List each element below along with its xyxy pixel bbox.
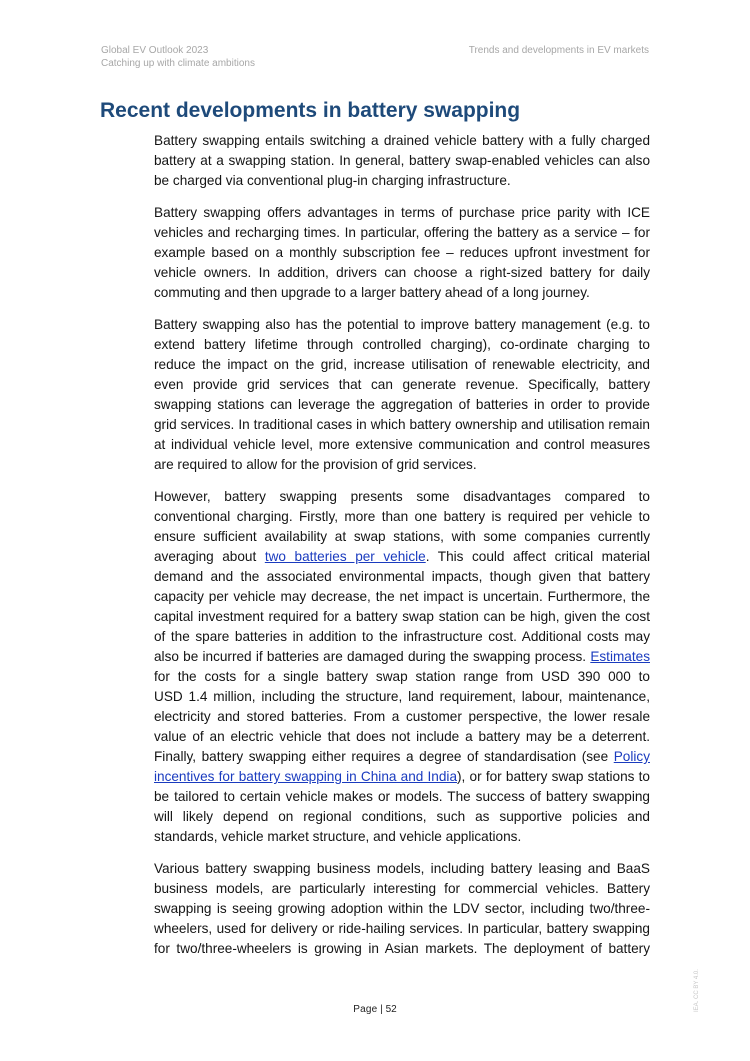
running-header-right: Trends and developments in EV markets bbox=[468, 45, 649, 56]
paragraph-3: Battery swapping also has the potential to improve battery management (e.g. to extend battery lifetime through controlled charging), co-ordinate charging to reduce the impact on the grid, increase utilisation of renewable electricity, and even provide grid services that can generate revenue. Specifically, battery swapping stations can leverage the aggregation of batteries in order to provide grid services. In traditional cases in which battery ownership and utilisation remain at individual vehicle level, more extensive communication and control measures are required to allow for the provision of grid services. bbox=[154, 317, 650, 472]
license-watermark: IEA. CC BY 4.0. bbox=[694, 969, 700, 1012]
paragraph-4-text-5: , including the structure, land requirement, labour, maintenance, electricity and stored batteries. From a customer perspective, the lower resale value of an electric vehicle that does not include a battery may be a deterrent. Finally, battery swapping either requires a degree of standardisation (see bbox=[154, 689, 650, 764]
section-heading: Recent developments in battery swapping bbox=[100, 99, 521, 122]
page-separator: | bbox=[377, 1004, 386, 1015]
page-number-value: 52 bbox=[385, 1004, 397, 1015]
body-text bbox=[154, 131, 650, 971]
two-batteries-link[interactable]: two batteries per vehicle bbox=[264, 549, 426, 564]
cost-high-value: USD 1.4 million bbox=[154, 689, 252, 704]
cost-low-value: USD 390 000 bbox=[541, 669, 631, 684]
paragraph-4-text-1: However, battery swapping presents some disadvantages compared to conventional charging. Firstly, more than one battery is required per vehicle to ensure sufficient availability at swap stations, with some companies currently averaging about bbox=[154, 489, 650, 564]
paragraph-4-text-4: to bbox=[630, 669, 650, 684]
report-subtitle: Catching up with climate ambitions bbox=[101, 58, 255, 69]
paragraph-4-text-3: for the costs for a single battery swap station range from bbox=[154, 669, 542, 684]
page-label: Page bbox=[353, 1004, 378, 1015]
page-number bbox=[0, 1004, 750, 1015]
report-title: Global EV Outlook 2023 bbox=[101, 45, 209, 56]
paragraph-4-text-6: ), or for battery swap stations to be tailored to certain vehicle makes or models. The success of battery swapping will likely depend on regional conditions, such as supportive policies and standards, vehicle market structure, and vehicle applications. bbox=[154, 769, 650, 844]
paragraph-1: Battery swapping entails switching a drained vehicle battery with a fully charged battery at a swapping station. In general, battery swap-enabled vehicles can also be charged via conventional plug-in charging infrastructure. bbox=[154, 133, 650, 188]
policy-incentives-link[interactable]: Policy incentives for battery swapping in China and India bbox=[154, 749, 650, 784]
estimates-link[interactable]: Estimates bbox=[590, 649, 650, 664]
paragraph-5: Various battery swapping business models, including battery leasing and BaaS business models, are particularly interesting for commercial vehicles. Battery swapping is seeing growing adoption within the LDV sector, including two/three-wheelers, used for delivery or ride-hailing services. In particular, battery swapping for two/three-wheelers is growing in Asian markets. The deployment of battery bbox=[154, 861, 650, 956]
paragraph-4 bbox=[154, 487, 650, 847]
paragraph-4-text-2: . This could affect critical material demand and the associated environmental impacts, though given that battery capacity per vehicle may decrease, the net impact is uncertain. Furthermore, the capital investment required for a battery swap station can be high, given the cost of the spare batteries in addition to the infrastructure cost. Additional costs may also be incurred if batteries are damaged during the swapping process. bbox=[154, 549, 650, 664]
running-header-left bbox=[101, 44, 255, 70]
paragraph-2: Battery swapping offers advantages in terms of purchase price parity with ICE vehicles and recharging times. In particular, offering the battery as a service – for example based on a monthly subscription fee – reduces upfront investment for vehicle owners. In addition, drivers can choose a right-sized battery for daily commuting and then upgrade to a larger battery ahead of a long journey. bbox=[154, 205, 650, 300]
